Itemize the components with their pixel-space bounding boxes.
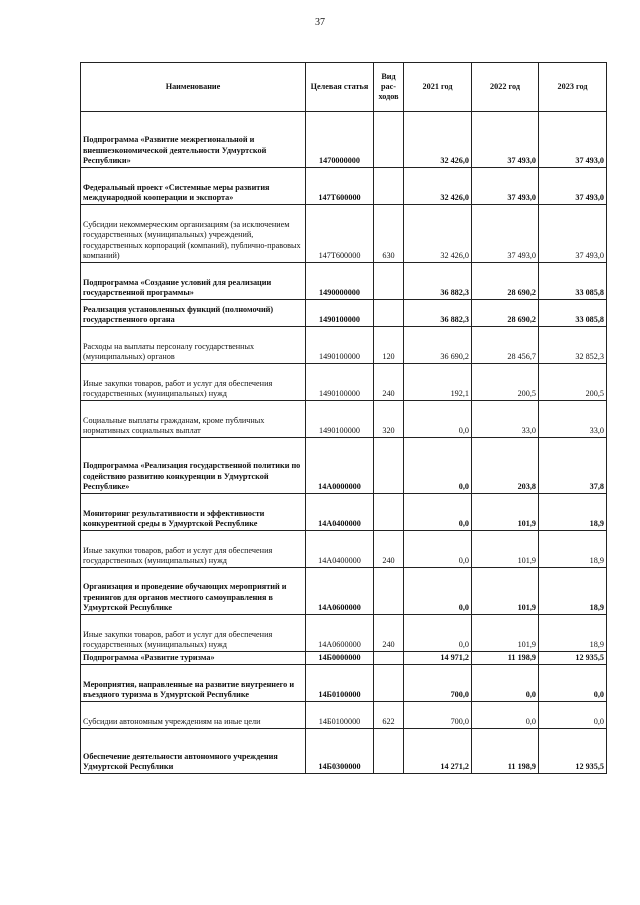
page-number: 37 bbox=[315, 17, 325, 28]
row-value-2023: 32 852,3 bbox=[539, 327, 607, 364]
row-expense-type bbox=[374, 112, 404, 168]
row-value-2022: 101,9 bbox=[472, 615, 539, 652]
table-row bbox=[81, 568, 607, 615]
row-name: Организация и проведение обучающих мероприятий и тренингов для органов местного самоуправления в Удмуртской Республике bbox=[81, 568, 306, 615]
row-expense-type bbox=[374, 568, 404, 615]
row-value-2021: 700,0 bbox=[404, 702, 472, 729]
row-value-2021: 0,0 bbox=[404, 438, 472, 494]
row-expense-type bbox=[374, 652, 404, 665]
row-code: 14А0600000 bbox=[306, 615, 374, 652]
row-value-2022: 200,5 bbox=[472, 364, 539, 401]
row-name: Подпрограмма «Реализация государственной политики по содействию развитию конкуренции в Удмуртской Республике» bbox=[81, 438, 306, 494]
row-name: Обеспечение деятельности автономного учреждения Удмуртской Республики bbox=[81, 729, 306, 774]
table-row bbox=[81, 531, 607, 568]
row-name: Реализация установленных функций (полномочий) государственного органа bbox=[81, 300, 306, 327]
row-code: 14А0600000 bbox=[306, 568, 374, 615]
header-2022: 2022 год bbox=[472, 63, 539, 112]
table-row bbox=[81, 438, 607, 494]
row-value-2021: 0,0 bbox=[404, 615, 472, 652]
row-value-2023: 18,9 bbox=[539, 531, 607, 568]
row-code: 1490100000 bbox=[306, 401, 374, 438]
header-name: Наименование bbox=[81, 63, 306, 112]
row-code: 14Б0100000 bbox=[306, 702, 374, 729]
row-code: 1490000000 bbox=[306, 263, 374, 300]
table-row bbox=[81, 263, 607, 300]
row-code: 1490100000 bbox=[306, 300, 374, 327]
row-value-2022: 203,8 bbox=[472, 438, 539, 494]
budget-table bbox=[80, 62, 607, 774]
row-value-2021: 0,0 bbox=[404, 568, 472, 615]
table-row bbox=[81, 112, 607, 168]
row-value-2023: 18,9 bbox=[539, 615, 607, 652]
table-row bbox=[81, 615, 607, 652]
row-name: Субсидии некоммерческим организациям (за исключением государственных (муниципальных) учреждений, государственных корпораций (компаний), публично-правовых компаний) bbox=[81, 205, 306, 263]
row-value-2021: 0,0 bbox=[404, 401, 472, 438]
row-value-2023: 18,9 bbox=[539, 568, 607, 615]
row-value-2023: 37 493,0 bbox=[539, 112, 607, 168]
row-value-2021: 0,0 bbox=[404, 494, 472, 531]
row-expense-type bbox=[374, 494, 404, 531]
row-value-2022: 101,9 bbox=[472, 568, 539, 615]
row-value-2022: 37 493,0 bbox=[472, 205, 539, 263]
row-value-2022: 28 456,7 bbox=[472, 327, 539, 364]
row-name: Субсидии автономным учреждениям на иные цели bbox=[81, 702, 306, 729]
table-row bbox=[81, 665, 607, 702]
table-row bbox=[81, 205, 607, 263]
row-value-2022: 101,9 bbox=[472, 494, 539, 531]
row-name: Иные закупки товаров, работ и услуг для обеспечения государственных (муниципальных) нужд bbox=[81, 364, 306, 401]
row-value-2021: 14 971,2 bbox=[404, 652, 472, 665]
row-value-2021: 0,0 bbox=[404, 531, 472, 568]
row-expense-type bbox=[374, 729, 404, 774]
row-value-2021: 700,0 bbox=[404, 665, 472, 702]
row-code: 14А0400000 bbox=[306, 494, 374, 531]
row-value-2021: 192,1 bbox=[404, 364, 472, 401]
row-code: 14Б0100000 bbox=[306, 665, 374, 702]
row-name: Мероприятия, направленные на развитие внутреннего и въездного туризма в Удмуртской Республике bbox=[81, 665, 306, 702]
table-row bbox=[81, 168, 607, 205]
row-value-2021: 32 426,0 bbox=[404, 112, 472, 168]
row-value-2023: 37 493,0 bbox=[539, 168, 607, 205]
row-code: 14Б0000000 bbox=[306, 652, 374, 665]
row-value-2023: 33,0 bbox=[539, 401, 607, 438]
row-name: Мониторинг результативности и эффективности конкурентной среды в Удмуртской Республике bbox=[81, 494, 306, 531]
table-row bbox=[81, 300, 607, 327]
row-name: Подпрограмма «Создание условий для реализации государственной программы» bbox=[81, 263, 306, 300]
row-name: Подпрограмма «Развитие туризма» bbox=[81, 652, 306, 665]
row-value-2022: 11 198,9 bbox=[472, 729, 539, 774]
row-expense-type: 120 bbox=[374, 327, 404, 364]
row-value-2022: 101,9 bbox=[472, 531, 539, 568]
row-value-2023: 33 085,8 bbox=[539, 263, 607, 300]
row-value-2021: 36 690,2 bbox=[404, 327, 472, 364]
row-expense-type bbox=[374, 438, 404, 494]
table-row bbox=[81, 494, 607, 531]
header-type: Вид рас-ходов bbox=[374, 63, 404, 112]
row-name: Расходы на выплаты персоналу государственных (муниципальных) органов bbox=[81, 327, 306, 364]
row-code: 14А0400000 bbox=[306, 531, 374, 568]
row-value-2021: 14 271,2 bbox=[404, 729, 472, 774]
row-code: 147Т600000 bbox=[306, 168, 374, 205]
row-expense-type bbox=[374, 300, 404, 327]
row-name: Подпрограмма «Развитие межрегиональной и внешнеэкономической деятельности Удмуртской Республики» bbox=[81, 112, 306, 168]
row-value-2022: 28 690,2 bbox=[472, 263, 539, 300]
row-expense-type bbox=[374, 263, 404, 300]
header-code: Целевая статья bbox=[306, 63, 374, 112]
row-value-2022: 33,0 bbox=[472, 401, 539, 438]
row-value-2021: 36 882,3 bbox=[404, 300, 472, 327]
row-expense-type: 622 bbox=[374, 702, 404, 729]
row-value-2022: 37 493,0 bbox=[472, 168, 539, 205]
table-body bbox=[81, 112, 607, 774]
row-name: Федеральный проект «Системные меры развития международной кооперации и экспорта» bbox=[81, 168, 306, 205]
row-code: 1490100000 bbox=[306, 327, 374, 364]
row-value-2023: 37 493,0 bbox=[539, 205, 607, 263]
row-value-2023: 0,0 bbox=[539, 665, 607, 702]
row-expense-type: 320 bbox=[374, 401, 404, 438]
row-code: 147Т600000 bbox=[306, 205, 374, 263]
row-value-2022: 11 198,9 bbox=[472, 652, 539, 665]
table-header-row bbox=[81, 63, 607, 112]
row-expense-type: 240 bbox=[374, 531, 404, 568]
row-code: 14А0000000 bbox=[306, 438, 374, 494]
row-value-2022: 0,0 bbox=[472, 665, 539, 702]
row-expense-type: 240 bbox=[374, 615, 404, 652]
row-name: Иные закупки товаров, работ и услуг для обеспечения государственных (муниципальных) нужд bbox=[81, 531, 306, 568]
row-value-2023: 33 085,8 bbox=[539, 300, 607, 327]
row-name: Социальные выплаты гражданам, кроме публичных нормативных социальных выплат bbox=[81, 401, 306, 438]
header-2021: 2021 год bbox=[404, 63, 472, 112]
row-value-2021: 36 882,3 bbox=[404, 263, 472, 300]
table-row bbox=[81, 364, 607, 401]
table-row bbox=[81, 702, 607, 729]
row-value-2023: 18,9 bbox=[539, 494, 607, 531]
table-row bbox=[81, 729, 607, 774]
row-value-2022: 0,0 bbox=[472, 702, 539, 729]
table-row bbox=[81, 652, 607, 665]
row-name: Иные закупки товаров, работ и услуг для обеспечения государственных (муниципальных) нужд bbox=[81, 615, 306, 652]
header-2023: 2023 год bbox=[539, 63, 607, 112]
row-expense-type: 630 bbox=[374, 205, 404, 263]
row-value-2023: 12 935,5 bbox=[539, 729, 607, 774]
row-value-2022: 28 690,2 bbox=[472, 300, 539, 327]
row-value-2023: 37,8 bbox=[539, 438, 607, 494]
row-value-2021: 32 426,0 bbox=[404, 168, 472, 205]
row-code: 14Б0300000 bbox=[306, 729, 374, 774]
row-expense-type bbox=[374, 168, 404, 205]
row-value-2021: 32 426,0 bbox=[404, 205, 472, 263]
table-row bbox=[81, 327, 607, 364]
row-value-2022: 37 493,0 bbox=[472, 112, 539, 168]
row-value-2023: 12 935,5 bbox=[539, 652, 607, 665]
table-row bbox=[81, 401, 607, 438]
row-expense-type bbox=[374, 665, 404, 702]
row-value-2023: 0,0 bbox=[539, 702, 607, 729]
row-expense-type: 240 bbox=[374, 364, 404, 401]
row-value-2023: 200,5 bbox=[539, 364, 607, 401]
row-code: 1490100000 bbox=[306, 364, 374, 401]
row-code: 1470000000 bbox=[306, 112, 374, 168]
